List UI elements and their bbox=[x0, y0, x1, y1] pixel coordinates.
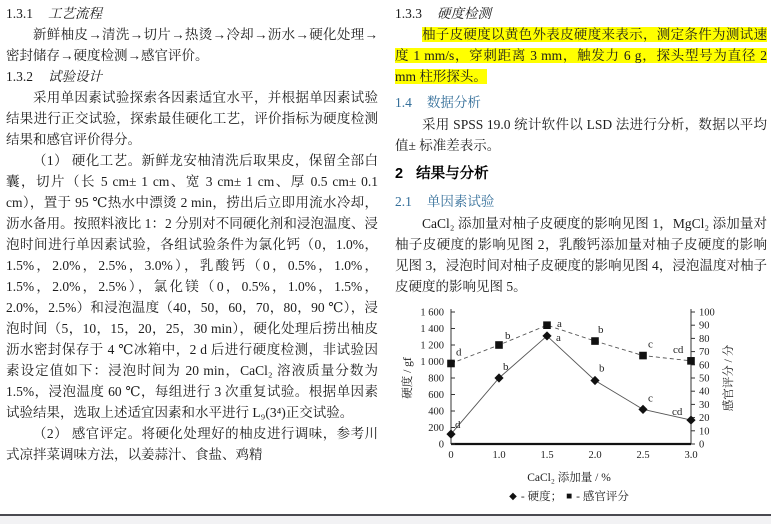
process-flow-paragraph: 新鲜柚皮→清洗→切片→热烫→冷却→沥水→硬化处理→密封储存→硬度检测→感官评价。 bbox=[6, 27, 378, 63]
section-heading-1-3-3 bbox=[395, 3, 767, 24]
section-title: 单因素试验 bbox=[426, 194, 495, 209]
significance-letter: b bbox=[598, 324, 604, 337]
right-tick-label: 50 bbox=[699, 373, 710, 385]
significance-letter: b bbox=[599, 362, 605, 375]
right-tick-label: 80 bbox=[699, 333, 710, 345]
x-tick-label: 2.5 bbox=[636, 450, 650, 461]
diamond-marker-icon: ◆ bbox=[509, 491, 517, 502]
significance-letter: c bbox=[648, 338, 653, 351]
chart-legend bbox=[399, 489, 739, 505]
diamond-marker bbox=[686, 415, 695, 424]
y-axis-title-left: 硬度 / gf bbox=[402, 357, 414, 399]
window-bottom-strip bbox=[0, 516, 771, 524]
legend-label-hardness: - 硬度； bbox=[520, 491, 563, 503]
left-tick-label: 0 bbox=[438, 439, 444, 451]
right-tick-label: 40 bbox=[699, 386, 710, 398]
right-tick-label: 10 bbox=[699, 426, 710, 438]
significance-letter: cd bbox=[672, 406, 683, 419]
square-marker bbox=[687, 357, 695, 365]
chart-x-axis-title: CaCl₂ 添加量 / % bbox=[527, 472, 611, 484]
section-heading-1-3-2 bbox=[6, 66, 378, 87]
section-number: 2 bbox=[395, 166, 404, 182]
right-tick-label: 0 bbox=[699, 439, 705, 451]
left-tick-label: 1 200 bbox=[420, 340, 444, 352]
left-tick-label: 200 bbox=[428, 423, 444, 434]
highlighted-text: 柚子皮硬度以黄色外表皮硬度来表示，测定条件为测试速度 1 mm/s，穿刺距离 3 mm，触发力 6 g，探头型号为直径 2 mm 柱形探头。 bbox=[395, 27, 767, 84]
cacl2-hardness-chart bbox=[399, 304, 739, 464]
data-analysis-paragraph: 采用 SPSS 19.0 统计软件以 LSD 法进行分析，数据以平均值± 标准差表示。 bbox=[395, 117, 767, 153]
diamond-marker bbox=[638, 405, 647, 414]
design-intro-paragraph: 采用单因素试验探索各因素适宜水平，并根据单因素试验结果进行正交试验，探索最佳硬化工艺，评价指标为硬度检测结果和感官评价得分。 bbox=[6, 90, 378, 147]
section-heading-1-3-1 bbox=[6, 3, 378, 24]
right-tick-label: 70 bbox=[699, 347, 710, 359]
section-heading-2 bbox=[395, 164, 767, 185]
section-heading-1-4 bbox=[395, 92, 767, 113]
section-title: 试验设计 bbox=[48, 69, 102, 84]
left-tick-label: 800 bbox=[428, 373, 444, 385]
square-marker bbox=[639, 352, 647, 360]
significance-letter: cd bbox=[673, 343, 684, 356]
section-number: 1.3.1 bbox=[6, 6, 33, 21]
square-marker-icon: ■ bbox=[566, 491, 573, 502]
right-tick-label: 100 bbox=[699, 307, 715, 319]
right-tick-label: 60 bbox=[699, 360, 710, 372]
section-heading-2-1 bbox=[395, 191, 767, 212]
right-tick-label: 30 bbox=[699, 399, 710, 411]
section-number: 1.4 bbox=[395, 95, 412, 110]
x-tick-label: 2.0 bbox=[588, 450, 602, 461]
significance-letter: d bbox=[455, 419, 461, 432]
significance-letter: a bbox=[557, 318, 562, 331]
significance-letter: b bbox=[503, 361, 509, 373]
square-marker bbox=[591, 337, 599, 345]
significance-letter: d bbox=[456, 346, 462, 359]
right-column bbox=[395, 3, 767, 505]
left-column bbox=[6, 3, 378, 465]
section-title: 工艺流程 bbox=[48, 6, 102, 21]
section-number: 1.3.2 bbox=[6, 69, 33, 84]
x-tick-label: 1.0 bbox=[492, 450, 506, 461]
x-tick-label: 1.5 bbox=[540, 450, 554, 461]
legend-label-sensory: - 感官评分 bbox=[576, 491, 629, 503]
figure-1-chart bbox=[399, 304, 767, 505]
sensory-evaluation-paragraph: （2） 感官评定。将硬化处理好的柚皮进行调味，参考川式凉拌菜调味方法，以姜蒜汁、食盐、鸡精 bbox=[6, 426, 378, 462]
section-number: 1.3.3 bbox=[395, 6, 422, 21]
left-tick-label: 1 000 bbox=[420, 357, 444, 368]
hardening-process-paragraph: （1） 硬化工艺。新鲜龙安柚清洗后取果皮，保留全部白囊，切片（长 5 cm± 1 cm、宽 3 cm± 1 cm、厚 0.5 cm± 0.1 cm），置于 95 ℃热水中漂烫 2 min，捞出后立即用流水冷却，沥水备用。按照料液比 1：2 分别对不同硬化剂和浸泡温度、浸泡时间进行单因素试验，各组试验条件为氯化钙（0，1.0%，1.5%，2.0%，2.5%，3.0%），乳酸钙（0，0.5%，1.0%，1.5%，2.0%，2.5%），氯化镁（0，0.5%，1.0%，1.5%，2.0%，2.5%）和浸泡温度（40，50，60，70，80，90 ℃），浸泡时间（5，10，15，20，25，30 min），硬化处理后捞出柚皮沥水密封保存于 4 ℃冰箱中，2 d 后进行硬度检测，非试验因素设定值如下：浸泡时间为 20 min，CaCl₂ 溶液质量分数为 1.5%，浸泡温度 60 ℃，每组进行 3 次重复试验。根据单因素试验结果，选取上述适宜因素和水平进行 L₉(3⁴)正交试验。 bbox=[6, 153, 378, 420]
section-title: 硬度检测 bbox=[437, 6, 491, 21]
square-marker bbox=[447, 360, 455, 368]
figures-reference-paragraph: CaCl₂ 添加量对柚子皮硬度的影响见图 1，MgCl₂ 添加量对柚子皮硬度的影响见图 2，乳酸钙添加量对柚子皮硬度的影响见图 3，浸泡时间对柚子皮硬度的影响见图 4，浸泡温度对柚子皮硬度的影响见图 5。 bbox=[395, 216, 767, 294]
square-marker bbox=[543, 321, 551, 329]
x-tick-label: 3.0 bbox=[684, 450, 698, 461]
significance-letter: b bbox=[505, 330, 511, 342]
y-axis-title-right: 感官评分 / 分 bbox=[723, 344, 735, 412]
series-line-diamond bbox=[451, 336, 691, 434]
right-tick-label: 20 bbox=[699, 413, 710, 425]
section-title: 数据分析 bbox=[426, 95, 481, 110]
square-marker bbox=[495, 341, 503, 349]
left-tick-label: 400 bbox=[428, 406, 444, 418]
section-title: 结果与分析 bbox=[416, 166, 489, 182]
section-number: 2.1 bbox=[395, 194, 412, 209]
significance-letter: a bbox=[556, 331, 561, 344]
x-tick-label: 0 bbox=[448, 450, 454, 461]
right-tick-label: 90 bbox=[699, 320, 710, 332]
left-tick-label: 600 bbox=[428, 390, 444, 401]
left-tick-label: 1 600 bbox=[420, 307, 444, 319]
significance-letter: c bbox=[648, 392, 653, 405]
left-tick-label: 1 400 bbox=[420, 324, 444, 335]
hardness-test-paragraph bbox=[395, 24, 767, 87]
